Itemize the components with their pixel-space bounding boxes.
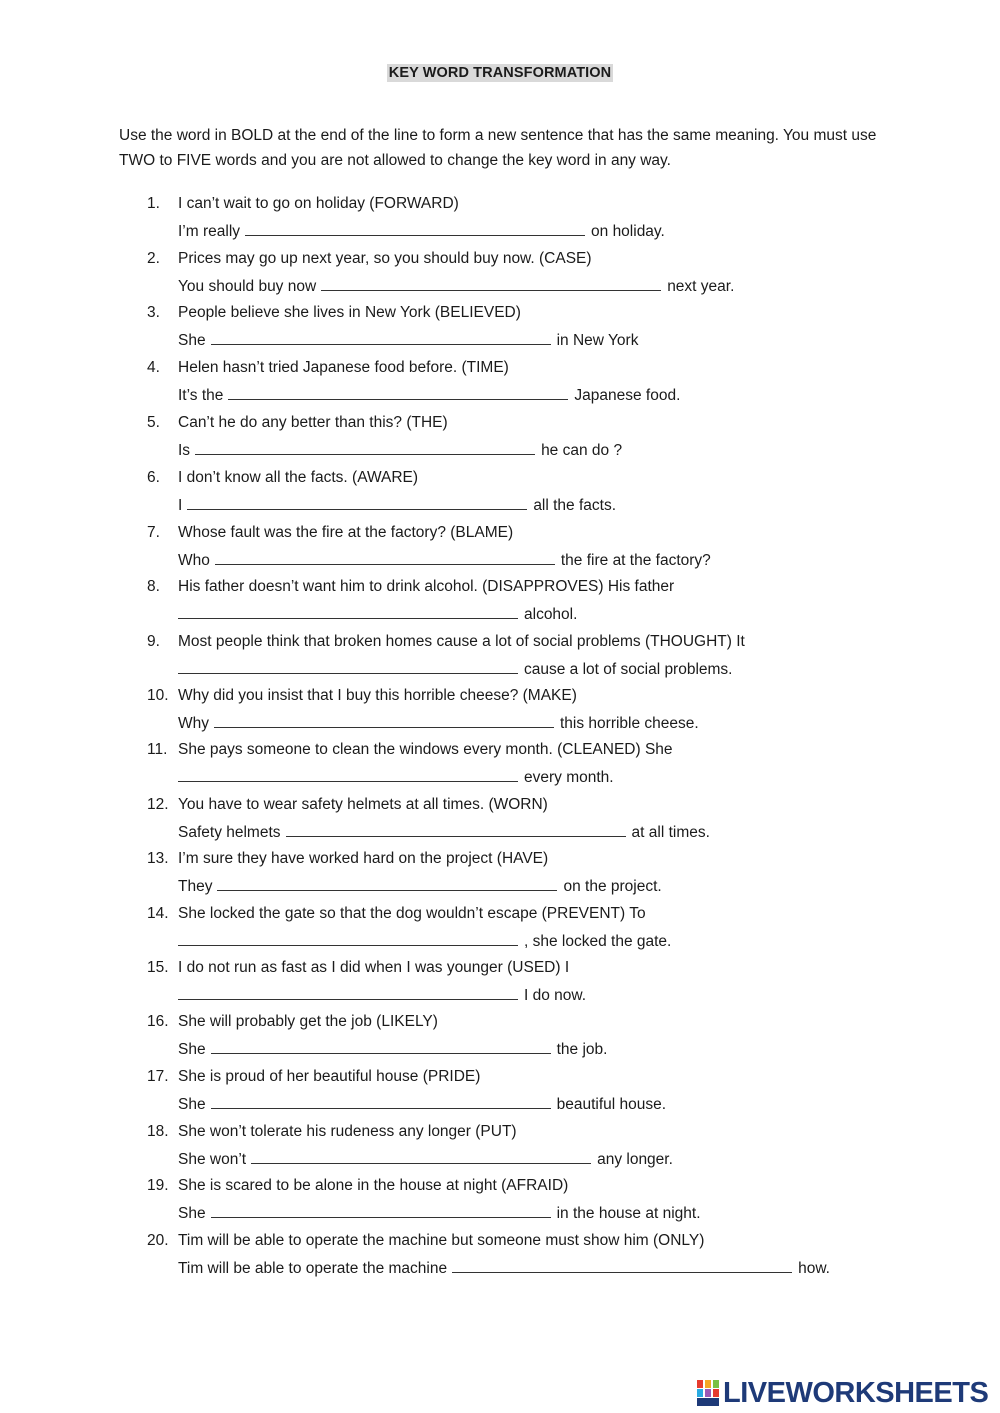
liveworksheets-logo-icon	[697, 1380, 719, 1406]
question-text: I do not run as fast as I did when I was younger (USED) I	[178, 959, 570, 976]
answer-prefix: Safety helmets	[178, 824, 281, 841]
answer-suffix: every month.	[524, 769, 614, 786]
answer-blank[interactable]	[452, 1258, 792, 1273]
answer-suffix: next year.	[667, 278, 735, 295]
question-text: Most people think that broken homes cause a lot of social problems (THOUGHT) It	[178, 633, 745, 650]
answer-prefix: Tim will be able to operate the machine	[178, 1260, 448, 1277]
answer-blank[interactable]	[211, 1203, 551, 1218]
answer-suffix: how.	[798, 1260, 830, 1277]
answer-suffix: all the facts.	[533, 497, 617, 514]
question-number: 6.	[147, 469, 160, 486]
answer-blank[interactable]	[286, 822, 626, 837]
question-number: 20.	[147, 1232, 169, 1249]
answer-prefix: It’s the	[178, 387, 224, 404]
question-text: Can’t he do any better than this? (THE)	[178, 414, 448, 431]
question-text: I’m sure they have worked hard on the project (HAVE)	[178, 850, 549, 867]
answer-suffix: Japanese food.	[574, 387, 681, 404]
question-text: She will probably get the job (LIKELY)	[178, 1013, 438, 1030]
question-text: Prices may go up next year, so you should buy now. (CASE)	[178, 250, 592, 267]
question-number: 7.	[147, 524, 160, 541]
answer-blank[interactable]	[245, 221, 585, 236]
worksheet-title-wrap	[0, 64, 1000, 82]
answer-suffix: the job.	[556, 1041, 608, 1058]
answer-suffix: in the house at night.	[556, 1205, 701, 1222]
answer-line	[178, 495, 616, 515]
question-text: She locked the gate so that the dog wouldn’t escape (PREVENT) To	[178, 905, 646, 922]
answer-suffix: at all times.	[631, 824, 710, 841]
question-text: She is proud of her beautiful house (PRIDE)	[178, 1068, 481, 1085]
answer-prefix: She won’t	[178, 1151, 247, 1168]
question-number: 10.	[147, 687, 169, 704]
question-number: 1.	[147, 195, 160, 212]
question-number: 13.	[147, 850, 169, 867]
answer-line	[178, 713, 699, 733]
answer-blank[interactable]	[251, 1149, 591, 1164]
question-text: She is scared to be alone in the house at night (AFRAID)	[178, 1177, 569, 1194]
answer-prefix: You should buy now	[178, 278, 317, 295]
question-number: 19.	[147, 1177, 169, 1194]
answer-suffix: alcohol.	[524, 606, 578, 623]
answer-blank[interactable]	[214, 713, 554, 728]
answer-prefix: She	[178, 332, 206, 349]
answer-prefix: Is	[178, 442, 191, 459]
answer-line	[178, 604, 577, 624]
answer-line	[178, 876, 662, 896]
answer-suffix: any longer.	[597, 1151, 673, 1168]
answer-suffix: in New York	[556, 332, 639, 349]
answer-suffix: this horrible cheese.	[560, 715, 699, 732]
liveworksheets-logo-text: LIVEWORKSHEETS	[723, 1377, 989, 1409]
question-number: 12.	[147, 796, 169, 813]
question-text: Whose fault was the fire at the factory? (BLAME)	[178, 524, 514, 541]
answer-line	[178, 276, 734, 296]
answer-blank[interactable]	[178, 985, 518, 1000]
answer-blank[interactable]	[217, 876, 557, 891]
answer-prefix: Why	[178, 715, 209, 732]
answer-suffix: , she locked the gate.	[524, 933, 672, 950]
answer-blank[interactable]	[178, 659, 518, 674]
question-text: You have to wear safety helmets at all times. (WORN)	[178, 796, 548, 813]
question-text: Why did you insist that I buy this horrible cheese? (MAKE)	[178, 687, 577, 704]
question-text: His father doesn’t want him to drink alcohol. (DISAPPROVES) His father	[178, 578, 675, 595]
answer-prefix: They	[178, 878, 213, 895]
answer-blank[interactable]	[178, 767, 518, 782]
question-text: She pays someone to clean the windows every month. (CLEANED) She	[178, 741, 673, 758]
answer-prefix: She	[178, 1041, 206, 1058]
answer-blank[interactable]	[178, 604, 518, 619]
answer-suffix: the fire at the factory?	[560, 552, 711, 569]
answer-blank[interactable]	[228, 385, 568, 400]
answer-line	[178, 931, 671, 951]
question-text: I can’t wait to go on holiday (FORWARD)	[178, 195, 459, 212]
question-number: 16.	[147, 1013, 169, 1030]
answer-blank[interactable]	[178, 931, 518, 946]
liveworksheets-logo	[697, 1378, 988, 1408]
answer-blank[interactable]	[211, 330, 551, 345]
answer-line	[178, 1258, 830, 1278]
question-text: She won’t tolerate his rudeness any longer (PUT)	[178, 1123, 517, 1140]
answer-line	[178, 659, 733, 679]
answer-prefix: Who	[178, 552, 210, 569]
answer-line	[178, 221, 665, 241]
answer-line	[178, 985, 586, 1005]
question-number: 5.	[147, 414, 160, 431]
question-number: 18.	[147, 1123, 169, 1140]
question-number: 15.	[147, 959, 169, 976]
answer-line	[178, 550, 711, 570]
answer-line	[178, 822, 710, 842]
question-number: 8.	[147, 578, 160, 595]
question-number: 17.	[147, 1068, 169, 1085]
answer-line	[178, 767, 614, 787]
answer-blank[interactable]	[321, 276, 661, 291]
question-number: 14.	[147, 905, 169, 922]
answer-prefix: She	[178, 1205, 206, 1222]
answer-line	[178, 330, 638, 350]
answer-suffix: cause a lot of social problems.	[524, 661, 733, 678]
question-number: 2.	[147, 250, 160, 267]
answer-suffix: beautiful house.	[556, 1096, 667, 1113]
question-text: People believe she lives in New York (BELIEVED)	[178, 304, 521, 321]
answer-suffix: on holiday.	[591, 223, 665, 240]
answer-blank[interactable]	[211, 1039, 551, 1054]
question-number: 3.	[147, 304, 160, 321]
answer-line	[178, 440, 622, 460]
answer-prefix: I	[178, 497, 183, 514]
answer-line	[178, 1203, 701, 1223]
answer-blank[interactable]	[215, 550, 555, 565]
answer-blank[interactable]	[187, 495, 527, 510]
answer-line	[178, 1149, 673, 1169]
question-text: Helen hasn’t tried Japanese food before. (TIME)	[178, 359, 509, 376]
question-number: 9.	[147, 633, 160, 650]
question-text: I don’t know all the facts. (AWARE)	[178, 469, 419, 486]
answer-suffix: on the project.	[563, 878, 662, 895]
answer-blank[interactable]	[211, 1094, 551, 1109]
question-number: 4.	[147, 359, 160, 376]
answer-suffix: I do now.	[524, 987, 587, 1004]
answer-suffix: he can do ?	[541, 442, 623, 459]
question-number: 11.	[147, 741, 168, 758]
answer-blank[interactable]	[195, 440, 535, 455]
worksheet-title: KEY WORD TRANSFORMATION	[388, 65, 612, 81]
answer-line	[178, 1039, 607, 1059]
instructions: Use the word in BOLD at the end of the line to form a new sentence that has the same meaning. You must use TWO to FIVE words and you are not allowed to change the key word in any way.	[119, 127, 877, 169]
answer-line	[178, 1094, 666, 1114]
answer-line	[178, 385, 680, 405]
answer-prefix: She	[178, 1096, 206, 1113]
answer-prefix: I’m really	[178, 223, 241, 240]
question-text: Tim will be able to operate the machine but someone must show him (ONLY)	[178, 1232, 705, 1249]
